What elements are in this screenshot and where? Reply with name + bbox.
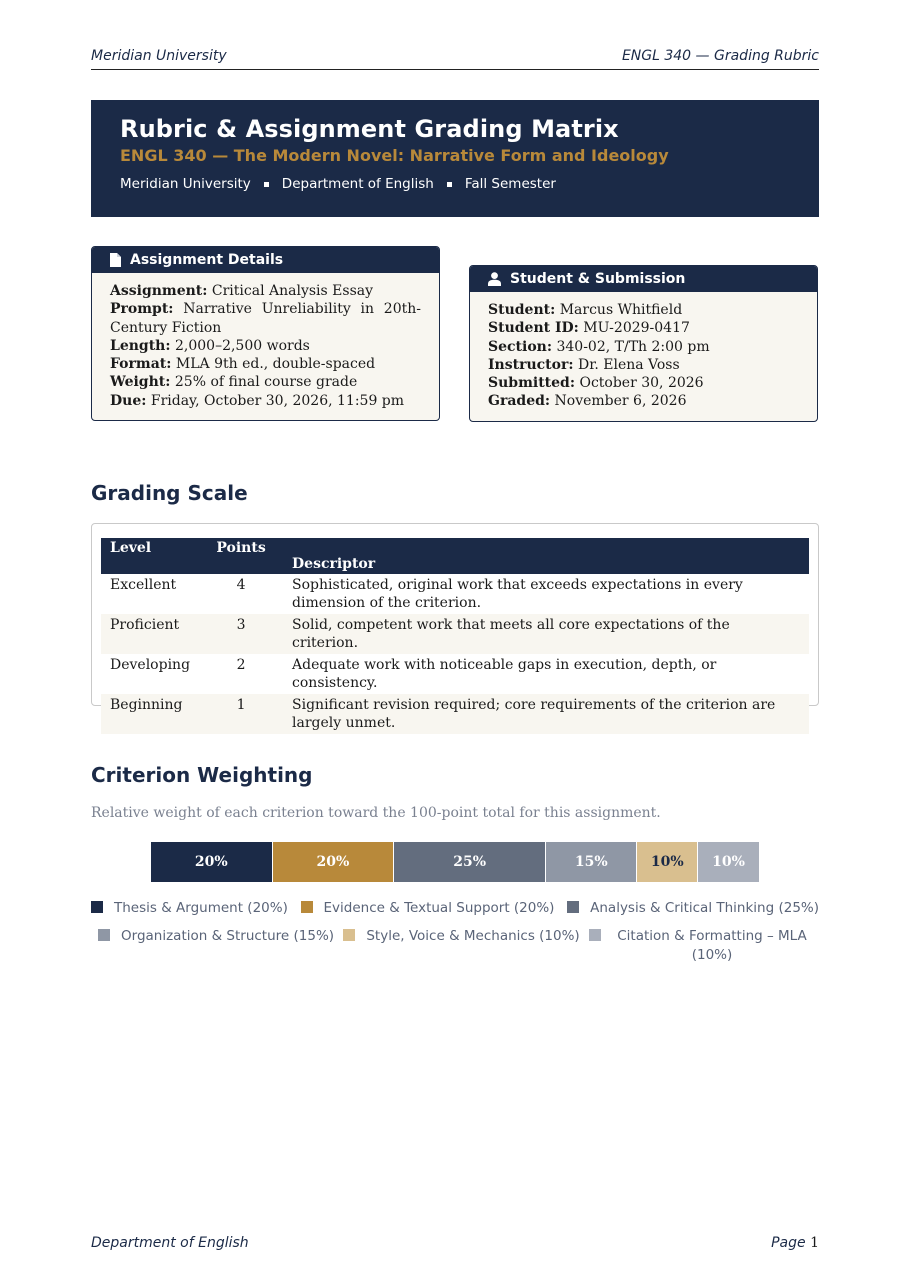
weight-segment-label: 20% xyxy=(316,854,350,870)
table-row xyxy=(101,574,809,614)
legend-item xyxy=(343,928,579,965)
detail-row: Prompt: Narrative Unreliability in 20th-Century Fiction xyxy=(110,301,421,336)
running-header-right: ENGL 340 — Grading Rubric xyxy=(621,48,819,64)
points-cell: 2 xyxy=(236,657,246,673)
detail-row: Due: Friday, October 30, 2026, 11:59 pm xyxy=(110,392,405,409)
points-cell: 1 xyxy=(236,697,246,713)
column-header-descriptor: Descriptor xyxy=(292,556,376,572)
legend-swatch xyxy=(589,929,601,941)
weight-segment xyxy=(151,842,273,882)
descriptor-cell: Solid, competent work that meets all core expectations of the criterion. xyxy=(292,617,730,651)
legend-row xyxy=(91,900,819,916)
student-submission-title: Student & Submission xyxy=(510,271,686,287)
detail-row: Assignment: Critical Analysis Essay xyxy=(110,283,374,299)
legend-label: Citation & Formatting – MLA (10%) xyxy=(617,928,807,963)
grading-scale-heading: Grading Scale xyxy=(91,481,248,505)
weight-segment-label: 10% xyxy=(712,854,745,870)
descriptor-cell: Adequate work with noticeable gaps in execution, depth, or consistency. xyxy=(292,657,717,691)
weighting-caption: Relative weight of each criterion toward the 100-point total for this assignment. xyxy=(91,805,661,821)
legend-label: Evidence & Textual Support (20%) xyxy=(323,900,555,916)
weight-segment-label: 25% xyxy=(453,854,487,870)
bullet-separator xyxy=(447,182,452,187)
descriptor-cell: Significant revision required; core requirements of the criterion are largely unmet. xyxy=(292,697,776,731)
running-header xyxy=(91,48,819,70)
weight-segment xyxy=(546,842,637,882)
legend-swatch xyxy=(343,929,355,941)
column-header-points: Points xyxy=(216,540,266,556)
legend-swatch xyxy=(567,901,579,913)
detail-row: Submitted: October 30, 2026 xyxy=(488,375,704,392)
weighting-bar xyxy=(151,842,759,882)
weight-segment xyxy=(698,842,759,882)
detail-row: Student ID: MU-2029-0417 xyxy=(488,320,690,337)
legend-item xyxy=(91,900,288,916)
table-row xyxy=(101,614,809,654)
level-cell: Excellent xyxy=(110,577,177,593)
course-subtitle: ENGL 340 — The Modern Novel: Narrative Form and Ideology xyxy=(120,146,669,165)
level-cell: Proficient xyxy=(110,617,180,633)
student-submission-card xyxy=(469,265,818,422)
detail-row: Length: 2,000–2,500 words xyxy=(110,337,310,354)
document-icon xyxy=(110,253,121,267)
assignment-details-header xyxy=(92,247,439,273)
assignment-details-title: Assignment Details xyxy=(130,252,284,268)
level-cell: Developing xyxy=(110,657,191,673)
detail-row: Student: Marcus Whitfield xyxy=(488,302,683,318)
weight-segment xyxy=(637,842,698,882)
level-cell: Beginning xyxy=(110,697,183,713)
detail-row: Section: 340-02, T/Th 2:00 pm xyxy=(488,338,710,355)
legend-item xyxy=(589,928,812,965)
weight-segment-label: 20% xyxy=(194,854,228,870)
student-submission-body xyxy=(470,292,817,421)
column-header-level: Level xyxy=(110,540,152,556)
title-banner xyxy=(91,100,819,217)
weighting-legend xyxy=(91,900,819,965)
banner-meta xyxy=(120,176,790,192)
legend-item xyxy=(567,900,819,916)
criterion-weighting-heading: Criterion Weighting xyxy=(91,763,313,787)
points-cell: 4 xyxy=(236,577,246,593)
legend-item xyxy=(301,900,555,916)
running-header-left: Meridian University xyxy=(91,48,227,64)
detail-row: Instructor: Dr. Elena Voss xyxy=(488,356,680,373)
meta-university: Meridian University xyxy=(120,176,251,192)
detail-row: Graded: November 6, 2026 xyxy=(488,393,687,410)
legend-swatch xyxy=(98,929,110,941)
table-row xyxy=(101,694,809,734)
weight-segment-label: 15% xyxy=(574,854,608,870)
assignment-details-card xyxy=(91,246,440,421)
legend-swatch xyxy=(91,901,103,913)
legend-row xyxy=(91,928,819,965)
detail-row: Weight: 25% of final course grade xyxy=(110,374,358,391)
descriptor-cell: Sophisticated, original work that exceeds expectations in every dimension of the criterion. xyxy=(292,577,743,611)
weight-segment xyxy=(394,842,546,882)
assignment-details-body xyxy=(92,273,439,420)
table-row xyxy=(101,654,809,694)
meta-semester: Fall Semester xyxy=(464,176,556,192)
weight-segment xyxy=(273,842,395,882)
student-submission-header xyxy=(470,266,817,292)
page-title: Rubric & Assignment Grading Matrix xyxy=(120,115,619,143)
legend-label: Organization & Structure (15%) xyxy=(121,928,335,944)
detail-row: Format: MLA 9th ed., double-spaced xyxy=(110,356,376,373)
weight-segment-label: 10% xyxy=(650,854,684,870)
legend-swatch xyxy=(301,901,313,913)
legend-label: Style, Voice & Mechanics (10%) xyxy=(366,928,580,944)
legend-item xyxy=(98,928,334,965)
grading-scale-box xyxy=(91,523,819,731)
page-number: Page 1 xyxy=(771,1235,819,1251)
grading-scale-table xyxy=(101,538,809,734)
table-header-row xyxy=(101,538,809,574)
points-cell: 3 xyxy=(236,617,246,633)
user-icon xyxy=(488,272,501,286)
legend-label: Analysis & Critical Thinking (25%) xyxy=(590,900,819,916)
legend-label: Thesis & Argument (20%) xyxy=(114,900,288,916)
bullet-separator xyxy=(264,182,269,187)
meta-department: Department of English xyxy=(281,176,434,192)
footer-department: Department of English xyxy=(91,1235,249,1251)
